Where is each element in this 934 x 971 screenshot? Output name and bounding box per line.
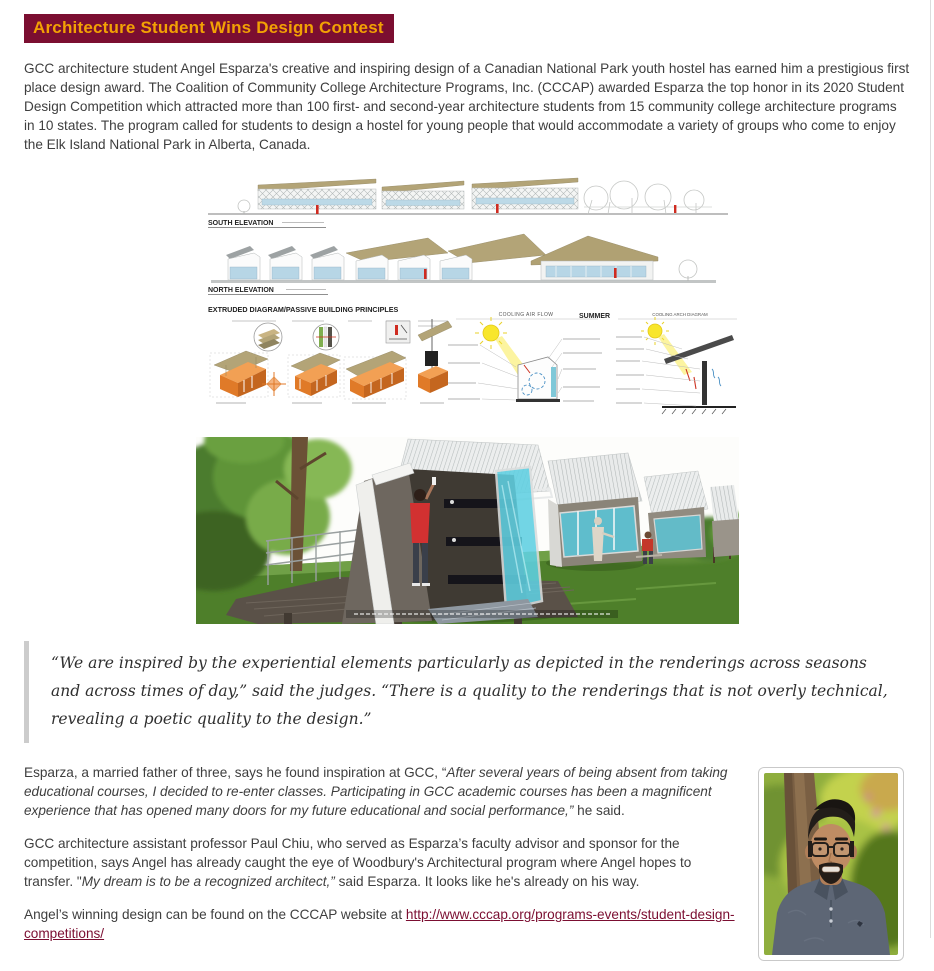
extruded-diagrams — [208, 305, 452, 403]
north-modules — [226, 234, 546, 280]
wall-layers-callout — [313, 324, 339, 350]
axon-diagram-2 — [288, 353, 340, 397]
portrait-photo — [758, 767, 904, 961]
scrollbar-track[interactable] — [930, 0, 931, 938]
hostel-rendering — [196, 419, 739, 624]
judges-quote: “We are inspired by the experiential elements particularly as depicted in the renderings across seasons and across times of day,” said the judges. “There is a quality to the renderings that is not overly technical, revealing a poetic quality to the design.” — [24, 641, 910, 743]
bottom-section — [24, 763, 910, 971]
cooling-diagrams — [448, 312, 737, 414]
page-title-text: Architecture Student Wins Design Contest — [33, 18, 384, 37]
rendering-caption — [346, 610, 618, 618]
cooling-right-labels — [563, 339, 602, 401]
thermal-left-labels — [616, 337, 644, 403]
design-board-image — [196, 169, 739, 624]
p2-tail: he said. — [573, 803, 625, 818]
portrait-svg — [764, 773, 898, 955]
axon-diagram-3 — [344, 351, 406, 399]
roof-layers-callout — [254, 323, 282, 351]
cooling-air-flow-label: COOLING AIR FLOW — [498, 312, 553, 318]
p2-quote: After several years of being absent from taking educational courses, I decided to re-enter classes. Participating in GCC academic courses has been a magnificent experience that has opened many doors for my future educational and social performance,” — [24, 765, 728, 818]
extruded-header-label: EXTRUDED DIAGRAM/PASSIVE BUILDING PRINCIPLES — [207, 305, 398, 314]
intro-paragraph: GCC architecture student Angel Esparza's creative and inspiring design of a Canadian National Park youth hostel has earned him a prestigious first place design award. The Coalition of Community College Architecture Programs, Inc. (CCCAP) awarded Esparza the top honor in its 2020 Student Design Competition which attracted more than 100 first- and second-year architecture students from 15 community college architecture programs in 10 states. The program called for students to design a hostel for young people that would accommodate a variety of groups who come to enjoy the Elk Island National Park in Alberta, Canada. — [24, 61, 910, 152]
cooling-arch-label: COOLING ARCH DIAGRAM — [651, 312, 708, 317]
p2-lead: Esparza, a married father of three, says he found inspiration at GCC, “ — [24, 765, 447, 780]
summer-label: SUMMER — [578, 313, 610, 320]
cccap-website-link[interactable]: http://www.cccap.org/programs-events/student-design-competitions/ — [24, 907, 735, 941]
north-elevation-label: NORTH ELEVATION — [207, 287, 274, 294]
windows-callout — [386, 321, 410, 343]
cabin-diagram — [418, 319, 452, 393]
cooling-left-labels — [448, 345, 480, 399]
north-elevation-drawing — [208, 234, 716, 295]
south-elevation-drawing — [208, 178, 728, 228]
page-title — [24, 14, 394, 43]
cooling-section-drawing — [516, 357, 560, 402]
p4-lead: Angel’s winning design can be found on the CCCAP website at — [24, 907, 406, 922]
design-board-svg — [196, 169, 739, 624]
axon-diagram-1 — [210, 351, 268, 397]
p3-lead: GCC architecture assistant professor Paul Chiu, who served as Esparza’s faculty advisor and sponsor for the competition, says Angel has already caught the eye of Woodbury's Architectural program where Angel hopes to transfer. " — [24, 836, 692, 889]
p3-quote: My dream is to be a recognized architect,” — [81, 874, 335, 889]
elevation-trees-sketch — [584, 181, 712, 214]
p3-tail: said Esparza. It looks like he's already on his way. — [334, 874, 640, 889]
south-elevation-label: SOUTH ELEVATION — [207, 220, 273, 227]
